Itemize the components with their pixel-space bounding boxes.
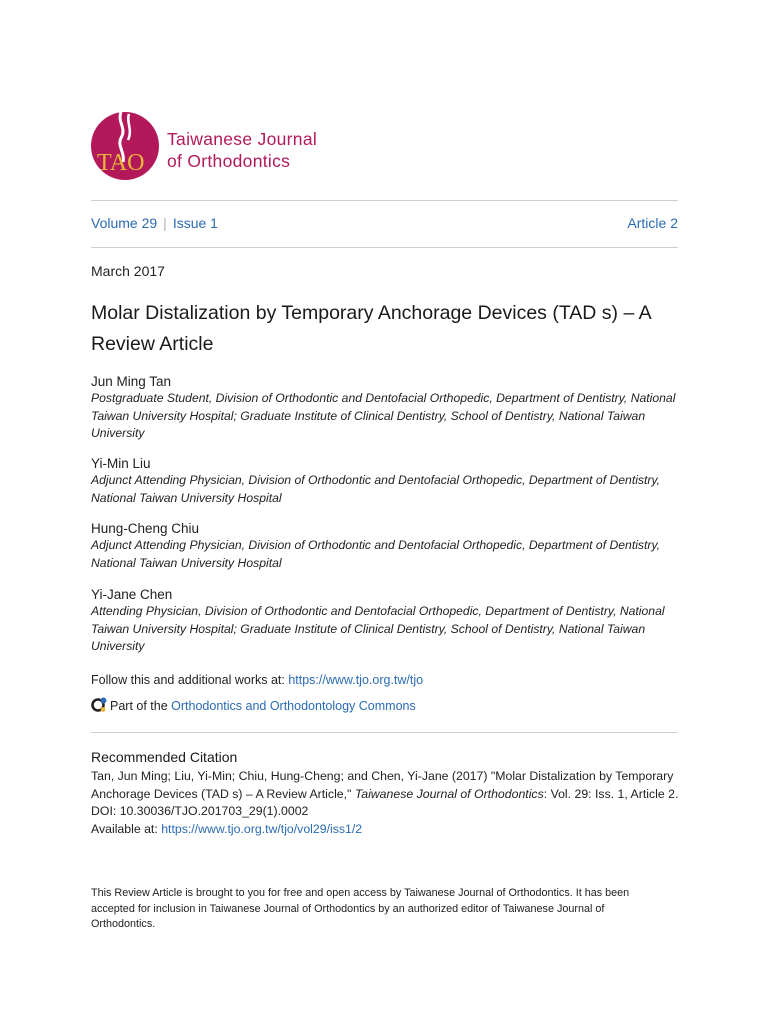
available-link[interactable]: https://www.tjo.org.tw/tjo/vol29/iss1/2	[161, 821, 363, 836]
article-title: Molar Distalization by Temporary Anchorage Devices (TAD s) – A Review Article	[91, 302, 651, 355]
open-access-note: This Review Article is brought to you for free and open access by Taiwanese Journal of Orthodontics. It has been accepted for inclusion in Taiwanese Journal of Orthodontics by an authorized editor of Taiwanese Journal of Orthodontics.	[91, 887, 630, 930]
author-block	[91, 373, 681, 443]
author-affiliation: Adjunct Attending Physician, Division of Orthodontic and Dentofacial Orthopedic, Department of Dentistry, National Taiwan University Hospital	[91, 473, 661, 505]
author-block	[91, 586, 681, 656]
author-block	[91, 455, 681, 507]
citation-text	[91, 768, 681, 838]
commons-network-icon	[91, 697, 107, 716]
author-name: Hung-Cheng Chiu	[91, 521, 200, 536]
issue-link[interactable]: Issue 1	[172, 215, 218, 231]
citation-journal: Taiwanese Journal of Orthodontics	[354, 786, 544, 801]
issue-bar	[91, 200, 678, 248]
article-link[interactable]: Article 2	[627, 215, 678, 231]
section-divider	[91, 732, 678, 733]
follow-line	[91, 673, 423, 687]
author-name: Jun Ming Tan	[91, 374, 172, 389]
recommended-citation-heading: Recommended Citation	[91, 749, 238, 765]
publication-date: March 2017	[91, 263, 165, 279]
citation-doi: DOI: 10.30036/TJO.201703_29(1).0002	[91, 804, 309, 818]
author-affiliation: Postgraduate Student, Division of Orthodontic and Dentofacial Orthopedic, Department of Dentistry, National Taiwan University Hospital; Graduate Institute of Clinical Dentistry, School of Dentistry, National Taiwan University	[91, 391, 676, 440]
follow-link[interactable]: https://www.tjo.org.tw/tjo	[288, 673, 424, 687]
journal-logo[interactable]	[91, 108, 351, 184]
part-of-label: Part of the	[110, 699, 172, 713]
tao-logo-icon	[91, 108, 161, 184]
volume-link[interactable]: Volume 29	[91, 215, 158, 231]
issue-separator: |	[163, 215, 167, 231]
citation-authors-title: Tan, Jun Ming; Liu, Yi-Min; Chiu, Hung-Cheng; and Chen, Yi-Jane (2017) "Molar Distalization by Temporary Anchorage Devices (TAD s) – A Review Article,"	[91, 769, 674, 801]
author-affiliation: Adjunct Attending Physician, Division of Orthodontic and Dentofacial Orthopedic, Department of Dentistry, National Taiwan University Hospital	[91, 538, 661, 570]
journal-name	[167, 128, 317, 172]
author-name: Yi-Jane Chen	[91, 587, 173, 602]
part-of-line	[91, 697, 416, 716]
author-name: Yi-Min Liu	[91, 456, 151, 471]
journal-name-line1: Taiwanese Journal	[167, 129, 318, 149]
logo-text: TAO	[97, 150, 145, 176]
journal-name-line2: of Orthodontics	[167, 151, 291, 171]
available-label: Available at:	[91, 821, 162, 836]
author-affiliation: Attending Physician, Division of Orthodontic and Dentofacial Orthopedic, Department of Dentistry, National Taiwan University Hospital; Graduate Institute of Clinical Dentistry, School of Dentistry, National Taiwan University	[91, 604, 665, 653]
follow-label: Follow this and additional works at:	[91, 673, 289, 687]
commons-link[interactable]: Orthodontics and Orthodontology Commons	[171, 699, 416, 713]
author-block	[91, 520, 681, 572]
citation-volume: : Vol. 29: Iss. 1, Article 2.	[543, 786, 679, 801]
